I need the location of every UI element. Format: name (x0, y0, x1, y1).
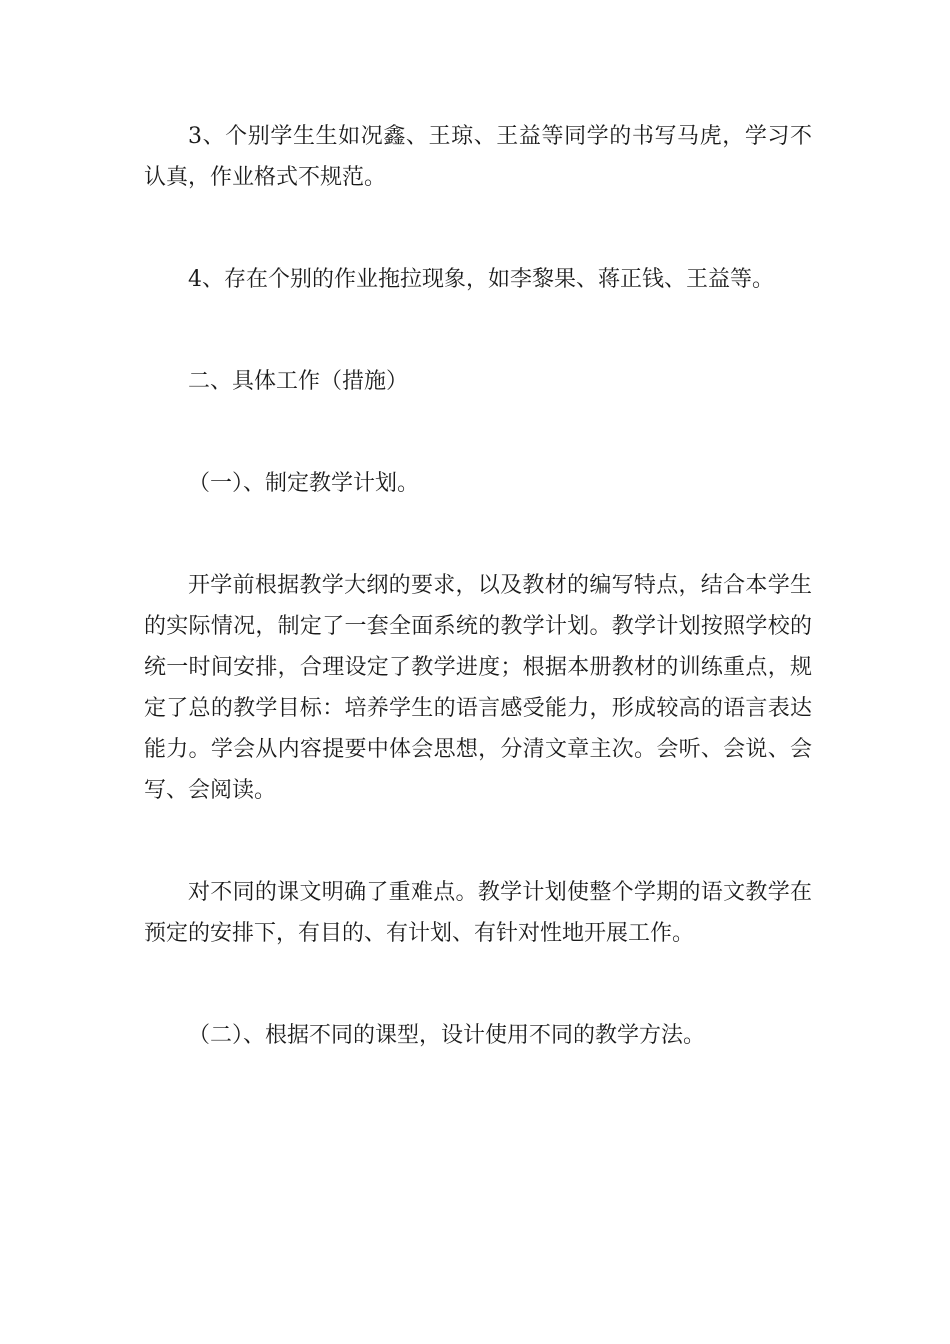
paragraph-key-points: 对不同的课文明确了重难点。教学计划使整个学期的语文教学在预定的安排下，有目的、有计划、有针对性地开展工作。 (144, 880, 812, 946)
paragraph-item-4-note: 4、存在个别的作业拖拉现象，如李黎果、蒋正钱、王益等。 (188, 267, 774, 292)
paragraph-plan-details: 开学前根据教学大纲的要求，以及教材的编写特点，结合本学生的实际情况，制定了一套全面系统的教学计划。教学计划按照学校的统一时间安排，合理设定了教学进度；根据本册教材的训练重点，规定了总的教学目标：培养学生的语言感受能力，形成较高的语言表达能力。学会从内容提要中体会思想，分清文章主次。会听、会说、会写、会阅读。 (144, 573, 812, 803)
subsection-heading-methods: （二）、根据不同的课型，设计使用不同的教学方法。 (188, 1023, 706, 1048)
document-body (144, 116, 812, 1056)
section-heading-measures: 二、具体工作（措施） (188, 369, 409, 394)
paragraph-item-3-note: 3、个别学生生如况鑫、王琼、王益等同学的书写马虎，学习不认真，作业格式不规范。 (144, 124, 812, 190)
subsection-heading-plan: （一）、制定教学计划。 (188, 471, 420, 496)
